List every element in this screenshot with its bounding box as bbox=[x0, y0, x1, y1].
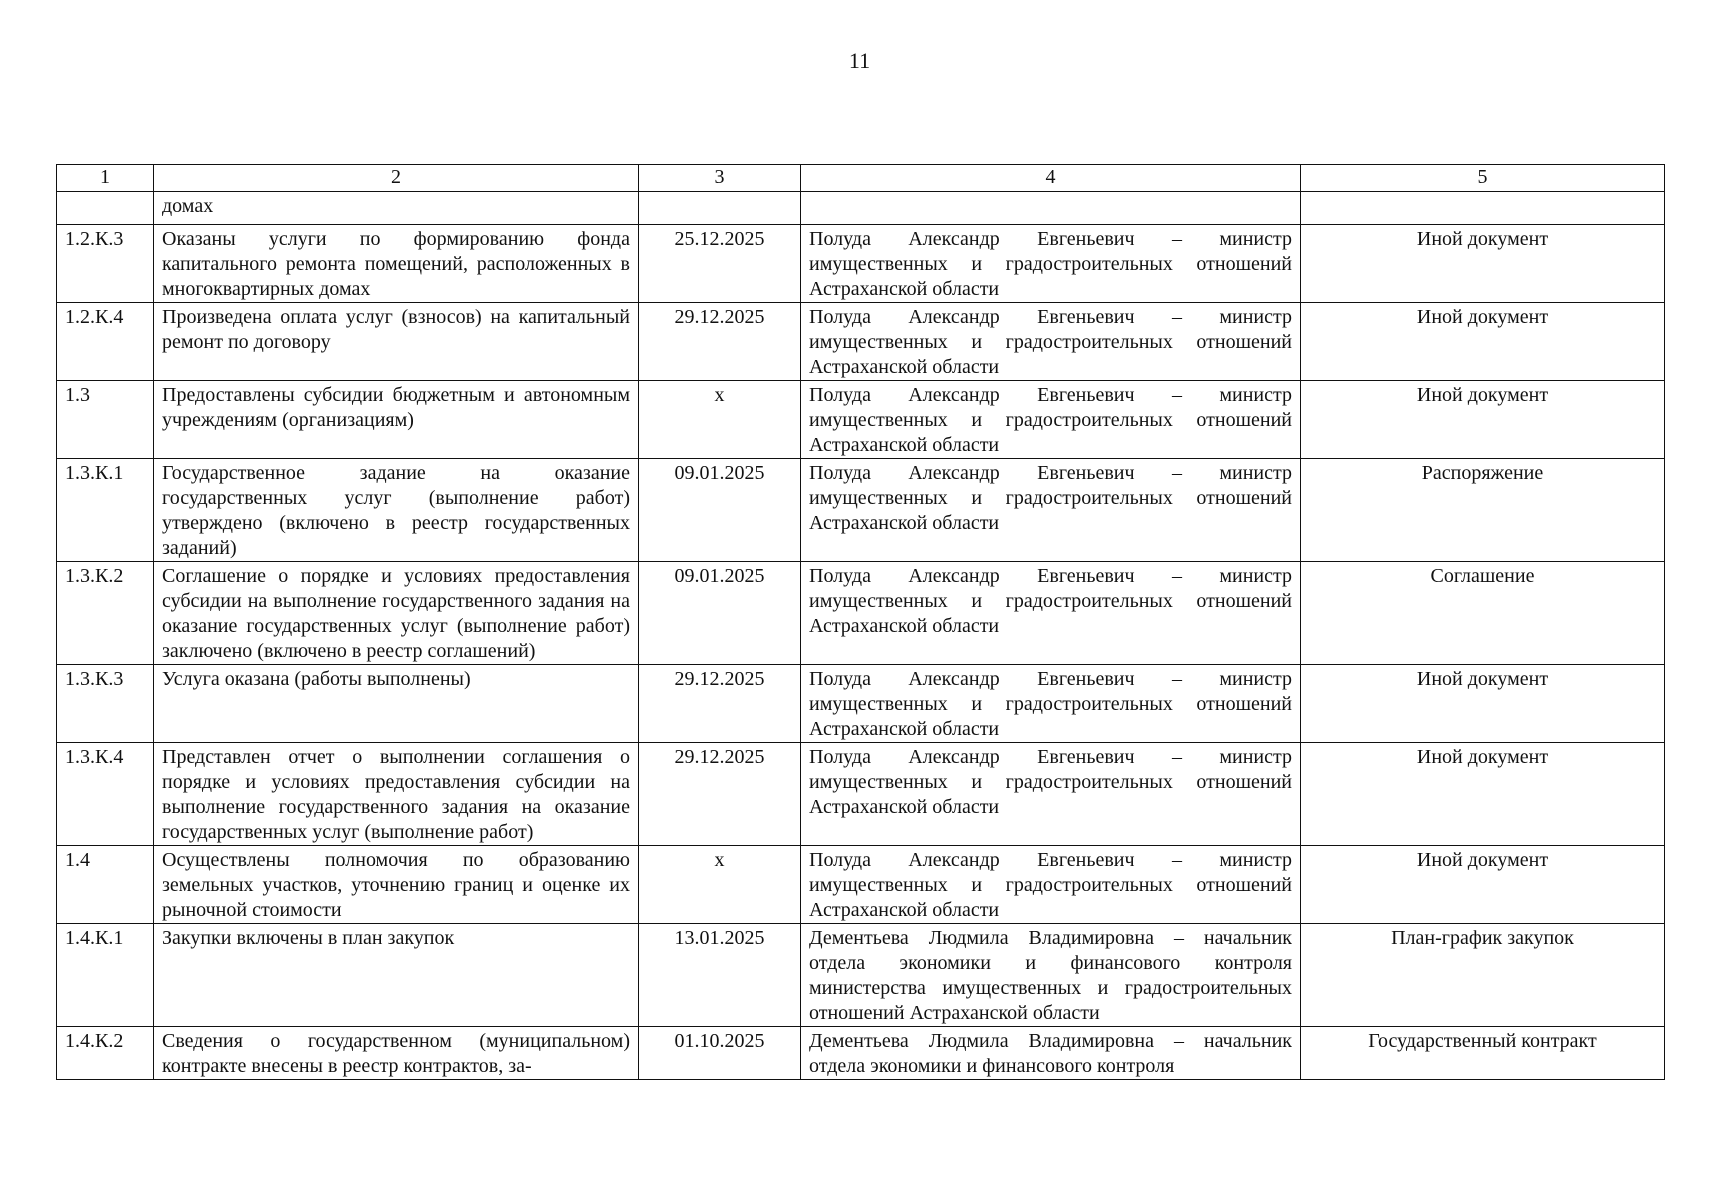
table-row bbox=[57, 459, 1665, 562]
date-cell: 29.12.2025 bbox=[639, 303, 801, 381]
description-cell: Закупки включены в план закупок bbox=[154, 924, 639, 1027]
column-header-2: 2 bbox=[154, 165, 639, 192]
document-type-cell: Иной документ bbox=[1301, 303, 1665, 381]
row-id-cell: 1.2.К.3 bbox=[57, 225, 154, 303]
column-header-4: 4 bbox=[801, 165, 1301, 192]
date-cell: 29.12.2025 bbox=[639, 743, 801, 846]
document-type-cell: Государственный контракт bbox=[1301, 1027, 1665, 1080]
row-id-cell: 1.3.К.3 bbox=[57, 665, 154, 743]
description-cell: Сведения о государственном (муниципальном) контракте внесены в реестр контрактов, за- bbox=[154, 1027, 639, 1080]
responsible-cell: Полуда Александр Евгеньевич – министр имущественных и градостроительных отношений Астраханской области bbox=[801, 665, 1301, 743]
row-id-cell bbox=[57, 192, 154, 225]
row-id-cell: 1.3.К.1 bbox=[57, 459, 154, 562]
row-id-cell: 1.3.К.2 bbox=[57, 562, 154, 665]
table-row bbox=[57, 303, 1665, 381]
description-cell: Оказаны услуги по формированию фонда капитального ремонта помещений, расположенных в многоквартирных домах bbox=[154, 225, 639, 303]
date-cell: х bbox=[639, 846, 801, 924]
document-type-cell: Иной документ bbox=[1301, 225, 1665, 303]
responsible-cell: Полуда Александр Евгеньевич – министр имущественных и градостроительных отношений Астраханской области bbox=[801, 743, 1301, 846]
document-type-cell: Иной документ bbox=[1301, 665, 1665, 743]
date-cell bbox=[639, 192, 801, 225]
document-type-cell: Иной документ bbox=[1301, 743, 1665, 846]
responsible-cell: Полуда Александр Евгеньевич – министр имущественных и градостроительных отношений Астраханской области bbox=[801, 225, 1301, 303]
date-cell: 13.01.2025 bbox=[639, 924, 801, 1027]
document-type-cell: Иной документ bbox=[1301, 381, 1665, 459]
table-row bbox=[57, 1027, 1665, 1080]
document-type-cell: План-график закупок bbox=[1301, 924, 1665, 1027]
row-id-cell: 1.4.К.2 bbox=[57, 1027, 154, 1080]
table-row bbox=[57, 381, 1665, 459]
document-type-cell: Иной документ bbox=[1301, 846, 1665, 924]
document-type-cell: Распоряжение bbox=[1301, 459, 1665, 562]
table-row bbox=[57, 192, 1665, 225]
description-cell: Услуга оказана (работы выполнены) bbox=[154, 665, 639, 743]
document-type-cell bbox=[1301, 192, 1665, 225]
table-row bbox=[57, 846, 1665, 924]
row-id-cell: 1.2.К.4 bbox=[57, 303, 154, 381]
page-number: 11 bbox=[848, 48, 871, 73]
date-cell: 25.12.2025 bbox=[639, 225, 801, 303]
description-cell: Произведена оплата услуг (взносов) на капитальный ремонт по договору bbox=[154, 303, 639, 381]
date-cell: 01.10.2025 bbox=[639, 1027, 801, 1080]
responsible-cell: Полуда Александр Евгеньевич – министр имущественных и градостроительных отношений Астраханской области bbox=[801, 303, 1301, 381]
column-header-5: 5 bbox=[1301, 165, 1665, 192]
row-id-cell: 1.4 bbox=[57, 846, 154, 924]
description-cell: домах bbox=[154, 192, 639, 225]
description-cell: Представлен отчет о выполнении соглашения о порядке и условиях предоставления субсидии на выполнение государственного задания на оказание государственных услуг (выполнение работ) bbox=[154, 743, 639, 846]
description-cell: Предоставлены субсидии бюджетным и автономным учреждениям (организациям) bbox=[154, 381, 639, 459]
description-cell: Государственное задание на оказание государственных услуг (выполнение работ) утверждено (включено в реестр государственных заданий) bbox=[154, 459, 639, 562]
responsible-cell: Полуда Александр Евгеньевич – министр имущественных и градостроительных отношений Астраханской области bbox=[801, 846, 1301, 924]
responsible-cell: Полуда Александр Евгеньевич – министр имущественных и градостроительных отношений Астраханской области bbox=[801, 459, 1301, 562]
document-type-cell: Соглашение bbox=[1301, 562, 1665, 665]
date-cell: 09.01.2025 bbox=[639, 459, 801, 562]
row-id-cell: 1.3 bbox=[57, 381, 154, 459]
row-id-cell: 1.3.К.4 bbox=[57, 743, 154, 846]
table-row bbox=[57, 924, 1665, 1027]
date-cell: 09.01.2025 bbox=[639, 562, 801, 665]
description-cell: Соглашение о порядке и условиях предоставления субсидии на выполнение государственного задания на оказание государственных услуг (выполнение работ) заключено (включено в реестр соглашений) bbox=[154, 562, 639, 665]
table-body bbox=[57, 192, 1665, 1080]
responsible-cell: Дементьева Людмила Владимировна – начальник отдела экономики и финансового контроля министерства имущественных и градостроительных отношений Астраханской области bbox=[801, 924, 1301, 1027]
responsible-cell: Полуда Александр Евгеньевич – министр имущественных и градостроительных отношений Астраханской области bbox=[801, 562, 1301, 665]
table-row bbox=[57, 225, 1665, 303]
responsible-cell bbox=[801, 192, 1301, 225]
description-cell: Осуществлены полномочия по образованию земельных участков, уточнению границ и оценке их рыночной стоимости bbox=[154, 846, 639, 924]
table-row bbox=[57, 743, 1665, 846]
responsible-cell: Полуда Александр Евгеньевич – министр имущественных и градостроительных отношений Астраханской области bbox=[801, 381, 1301, 459]
responsible-cell: Дементьева Людмила Владимировна – начальник отдела экономики и финансового контроля bbox=[801, 1027, 1301, 1080]
table-row bbox=[57, 665, 1665, 743]
date-cell: 29.12.2025 bbox=[639, 665, 801, 743]
row-id-cell: 1.4.К.1 bbox=[57, 924, 154, 1027]
column-header-3: 3 bbox=[639, 165, 801, 192]
table-header-row bbox=[57, 165, 1665, 192]
column-header-1: 1 bbox=[57, 165, 154, 192]
plan-table bbox=[56, 164, 1665, 1080]
date-cell: х bbox=[639, 381, 801, 459]
table-row bbox=[57, 562, 1665, 665]
